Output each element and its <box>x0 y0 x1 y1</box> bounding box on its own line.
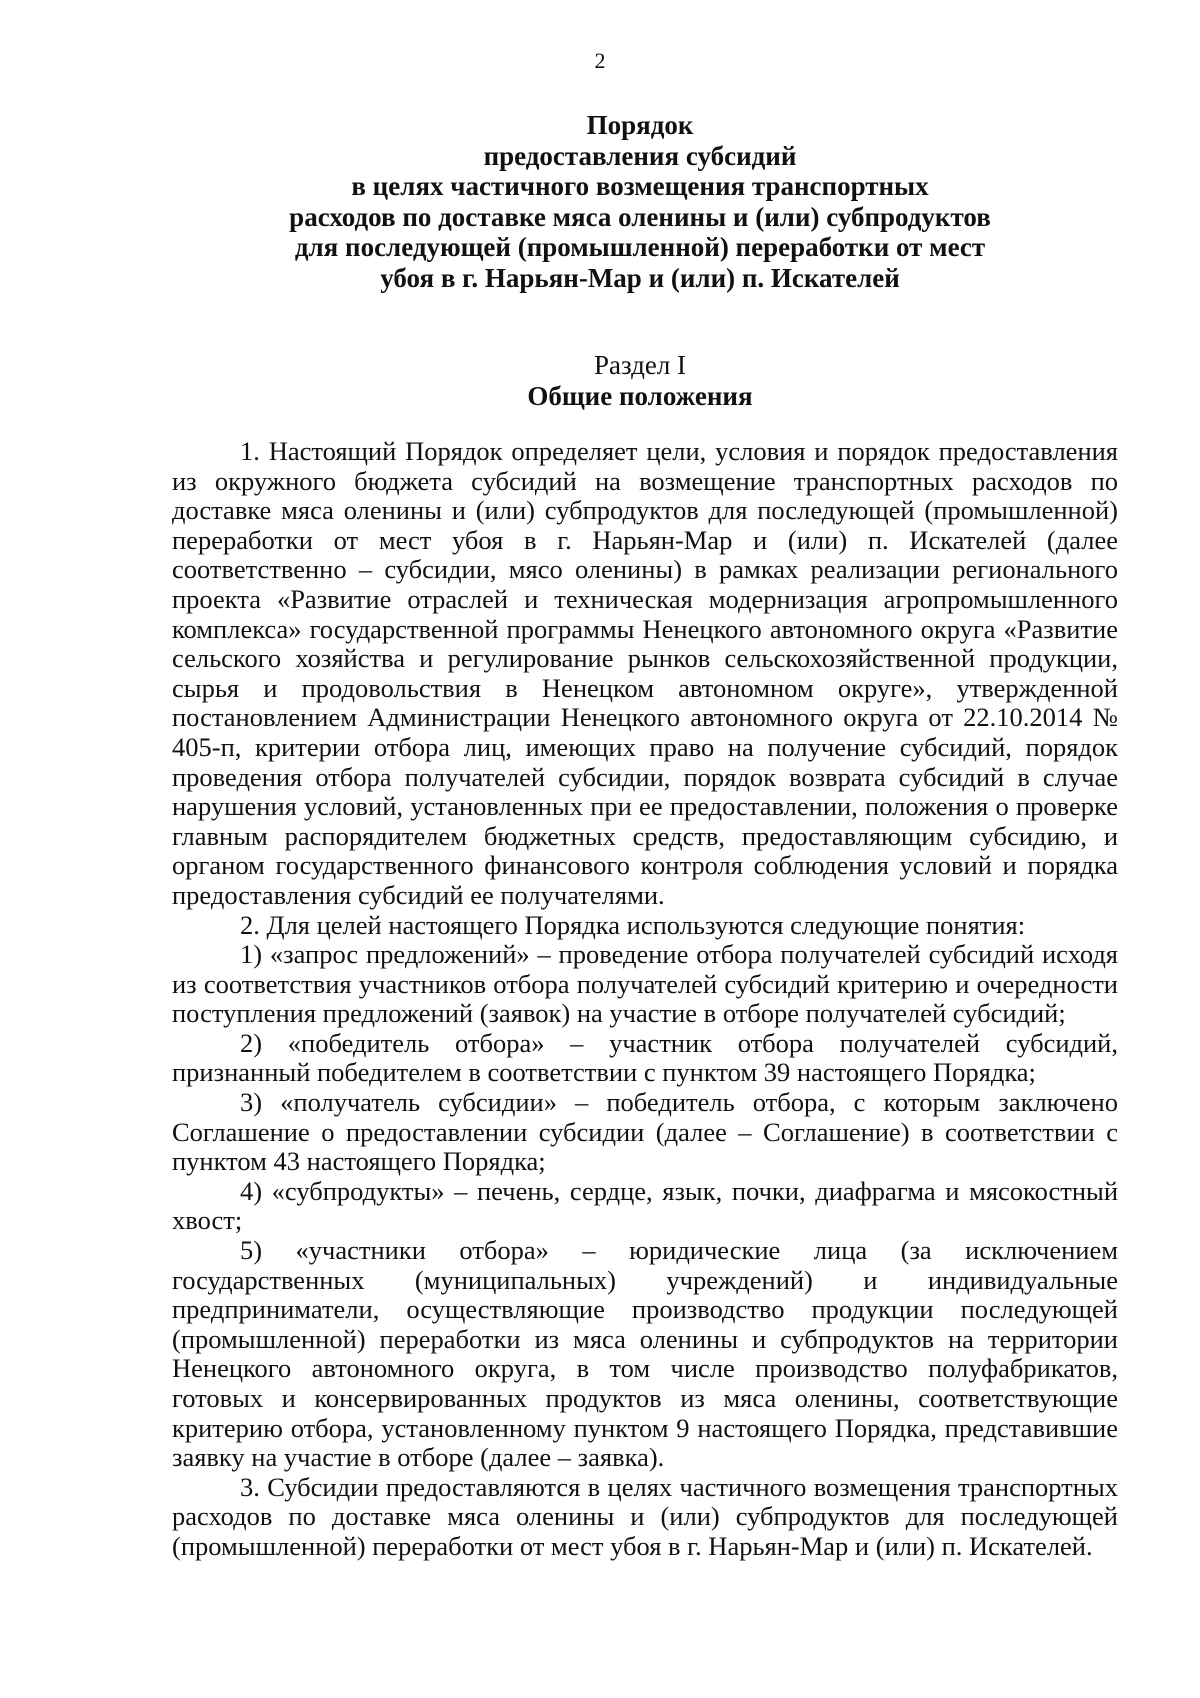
paragraph-1: 1. Настоящий Порядок определяет цели, условия и порядок предоставления из окружного бюджета субсидий на возмещение транспортных расходов по доставке мяса оленины и (или) субпродуктов для последующей (промышленной) переработки от мест убоя в г. Нарьян-Мар и (или) п. Искателей (далее соответственно – субсидии, мясо оленины) в рамках реализации регионального проекта «Развитие отраслей и техническая модернизация агропромышленного комплекса» государственной программы Ненецкого автономного округа «Развитие сельского хозяйства и регулирование рынков сельскохозяйственной продукции, сырья и продовольствия в Ненецком автономном округе», утвержденной постановлением Администрации Ненецкого автономного округа от 22.10.2014 № 405-п, критерии отбора лиц, имеющих право на получение субсидий, порядок проведения отбора получателей субсидии, порядок возврата субсидий в случае нарушения условий, установленных при ее предоставлении, положения о проверке главным распорядителем бюджетных средств, предоставляющим субсидию, и органом государственного финансового контроля соблюдения условий и порядка предоставления субсидий ее получателями. <box>172 436 1118 910</box>
page-number: 2 <box>594 48 606 73</box>
body-text <box>172 437 1118 1562</box>
title-line: предоставления субсидий <box>483 140 797 171</box>
paragraph-3: 3. Субсидии предоставляются в целях частичного возмещения транспортных расходов по доставке мяса оленины и (или) субпродуктов для последующей (промышленной) переработки от мест убоя в г. Нарьян-Мар и (или) п. Искателей. <box>172 1471 1118 1561</box>
definition-4: 4) «субпродукты» – печень, сердце, язык, почки, диафрагма и мясокостный хвост; <box>172 1175 1118 1236</box>
title-line: расходов по доставке мяса оленины и (или) субпродуктов <box>289 201 991 232</box>
title-line: для последующей (промышленной) переработки от мест <box>294 232 986 262</box>
definition-3: 3) «получатель субсидии» – победитель отбора, с которым заключено Соглашение о предоставлении субсидии (далее – Соглашение) в соответствии с пунктом 43 настоящего Порядка; <box>172 1087 1118 1177</box>
definition-2: 2) «победитель отбора» – участник отбора получателей субсидий, признанный победителем в соответствии с пунктом 39 настоящего Порядка; <box>172 1027 1118 1088</box>
section-label: Раздел I <box>593 350 687 380</box>
definition-1: 1) «запрос предложений» – проведение отбора получателей субсидий исходя из соответствия участников отбора получателей субсидий критерию и очередности поступления предложений (заявок) на участие в отборе получателей субсидий; <box>172 939 1118 1029</box>
title-line: Порядок <box>586 110 694 140</box>
title-line: в целях частичного возмещения транспортных <box>351 171 929 201</box>
definition-5: 5) «участники отбора» – юридические лица (за исключением государственных (муниципальных) учреждений) и индивидуальные предприниматели, осуществляющие производство продукции последующей (промышленной) переработки из мяса оленины и субпродуктов на территории Ненецкого автономного округа, в том числе производство полуфабрикатов, готовых и консервированных продуктов из мяса оленины, соответствующие критерию отбора, установленному пунктом 9 настоящего Порядка, представившие заявку на участие в отборе (далее – заявка). <box>172 1235 1118 1473</box>
document-title <box>160 110 1120 293</box>
paragraph-2: 2. Для целей настоящего Порядка используются следующие понятия: <box>240 909 1026 940</box>
section-title: Общие положения <box>527 381 753 411</box>
title-line: убоя в г. Нарьян-Мар и (или) п. Искателей <box>380 262 900 293</box>
